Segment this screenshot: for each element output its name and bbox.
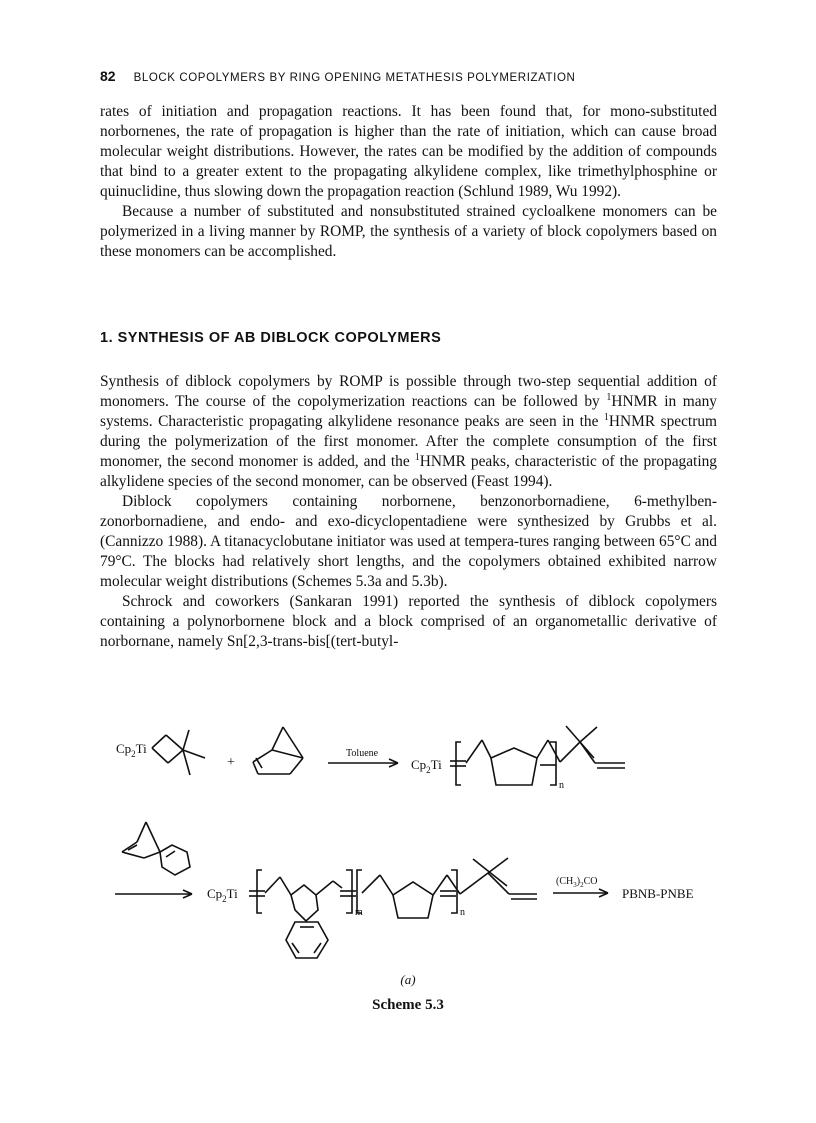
scheme-caption: Scheme 5.3	[372, 997, 444, 1013]
section-text	[100, 372, 717, 652]
product-metal-label: $Cp_2Ti$	[207, 886, 238, 904]
scheme-part-label: (a)	[400, 972, 416, 987]
paragraph: Diblock copolymers containing norbornene, benzonorbornadiene, 6-methylben-zonorbornadiene, and endo- and exo-dicyclopentadiene were synthesized by Grubbs et al. (Cannizzo 1988). A titanacyclobutane initiator was used at tempera-tures ranging between 65°C and 79°C. The blocks had relatively short lengths, and the copolymers obtained exhibited narrow molecular weight distributions (Schemes 5.3a and 5.3b).	[100, 493, 717, 590]
diblock-copolymer-product	[249, 858, 537, 958]
subscript-n: n	[559, 780, 564, 791]
running-title: BLOCK COPOLYMERS BY RING OPENING METATHESIS POLYMERIZATION	[133, 72, 576, 84]
polynorbornene-product	[450, 726, 625, 785]
scheme-5-3-diagram	[0, 700, 816, 980]
paragraph: Schrock and coworkers (Sankaran 1991) reported the synthesis of diblock copolymers containing a polynorbornene block and a block comprised of an organometallic derivative of norbornane, namely Sn[2,3-trans-bis[(tert-butyl-	[100, 593, 717, 650]
plus-sign: +	[227, 755, 235, 770]
product-metal-label: $Cp_2Ti$	[411, 757, 442, 775]
product-name: PBNB-PNBE	[622, 886, 694, 901]
paragraph: rates of initiation and propagation reactions. It has been found that, for mono-substituted norbornenes, the rate of propagation is higher than the rate of initiation, which can cause broad molecular weight distributions. However, the rates can be modified by the addition of compounds that bind to a greater extent to the propagating alkylidene complex, like trimethylphosphine or quinuclidine, thus slowing down the propagation reaction (Schlund 1989, Wu 1992).	[100, 103, 717, 200]
running-head	[100, 68, 720, 84]
norbornene-structure	[253, 727, 303, 774]
initiator-label: $Cp_2Ti$	[116, 741, 147, 759]
subscript-n: n	[460, 907, 465, 918]
titanacyclobutane-initiator	[152, 730, 205, 775]
benzonorbornadiene-structure	[122, 822, 190, 875]
solvent-label: Toluene	[346, 748, 379, 759]
subscript-m: m	[355, 907, 363, 918]
section-heading: 1. SYNTHESIS OF AB DIBLOCK COPOLYMERS	[100, 330, 442, 346]
reagent-label: $(CH_3)_2CO$	[556, 876, 598, 889]
paragraph: Because a number of substituted and nonsubstituted strained cycloalkene monomers can be polymerized in a living manner by ROMP, the synthesis of a variety of block copolymers based on these monomers can be accomplished.	[100, 203, 717, 260]
paragraph: Synthesis of diblock copolymers by ROMP is possible through two-step sequential addition of monomers. The course of the copolymerization reactions can be followed by $^1$HNMR in many systems. Characteristic propagating alkylidene resonance peaks are seen in the $^1$HNMR spectrum during the polymerization of the first monomer. After the complete consumption of the first monomer, the second monomer is added, and the $^1$HNMR peaks, characteristic of the propagating alkylidene species of the second monomer, can be observed (Feast 1994).	[100, 373, 717, 490]
page-number: 82	[100, 68, 116, 84]
intro-text	[100, 102, 717, 262]
